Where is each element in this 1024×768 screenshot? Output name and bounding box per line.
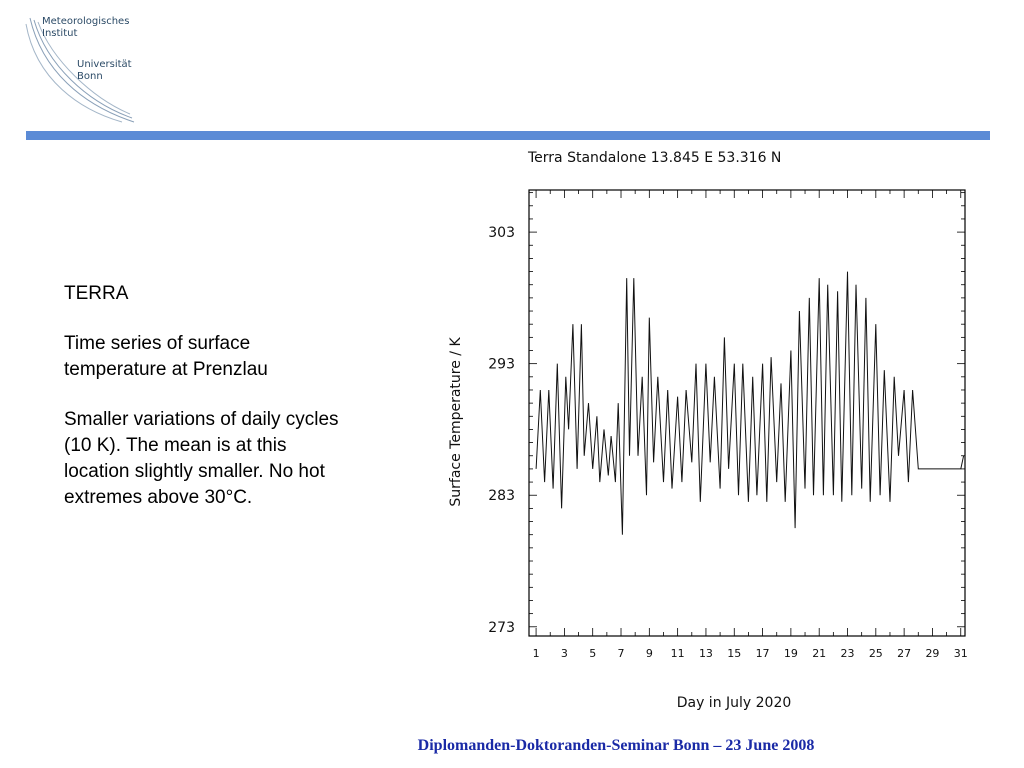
- axis-ticks: [529, 190, 965, 636]
- y-tick-label: 303: [488, 225, 515, 242]
- x-tick-label: 7: [617, 647, 625, 660]
- x-tick-label: 13: [698, 647, 713, 660]
- x-tick-label: 17: [755, 647, 770, 660]
- temperature-chart: [440, 140, 970, 720]
- logo-text-line3: Universität: [77, 59, 132, 70]
- slide-heading: TERRA: [64, 283, 129, 304]
- institute-logo: [22, 10, 152, 125]
- x-tick-label: 15: [727, 647, 742, 660]
- x-tick-label: 31: [953, 647, 968, 660]
- x-tick-label: 21: [812, 647, 827, 660]
- chart-title: Terra Standalone 13.845 E 53.316 N: [528, 150, 782, 166]
- x-tick-label: 9: [645, 647, 653, 660]
- chart-canvas: [440, 140, 970, 720]
- logo-text-line2: Institut: [42, 28, 78, 39]
- x-tick-label: 5: [589, 647, 597, 660]
- logo-text-line4: Bonn: [77, 71, 103, 82]
- x-tick-labels: [533, 647, 968, 660]
- slide-paragraph-2: Smaller variations of daily cycles (10 K). The mean is at this location slightly smaller. No hot extremes above 30°C.: [64, 409, 339, 508]
- x-tick-label: 29: [925, 647, 940, 660]
- footer-text: Diplomanden-Doktoranden-Seminar Bonn – 23 June 2008: [417, 737, 815, 754]
- plot-frame: [529, 190, 965, 636]
- x-tick-label: 19: [783, 647, 798, 660]
- series-line-surface-temperature: [536, 272, 964, 535]
- x-axis-label: Day in July 2020: [676, 695, 792, 711]
- y-tick-label: 283: [488, 488, 515, 505]
- x-tick-label: 25: [868, 647, 883, 660]
- x-tick-label: 27: [897, 647, 912, 660]
- x-tick-label: 1: [532, 647, 540, 660]
- header-divider-bar: [26, 131, 990, 140]
- y-axis-label: Surface Temperature / K: [448, 337, 464, 507]
- x-tick-label: 23: [840, 647, 855, 660]
- slide-paragraph-1: Time series of surface temperature at Prenzlau: [64, 333, 268, 380]
- y-tick-label: 273: [488, 619, 515, 636]
- slide-text: [64, 281, 354, 535]
- y-tick-labels: [488, 225, 515, 636]
- y-tick-label: 293: [488, 356, 515, 373]
- x-tick-label: 3: [560, 647, 568, 660]
- logo-text-line1: Meteorologisches: [42, 16, 130, 27]
- x-tick-label: 11: [670, 647, 685, 660]
